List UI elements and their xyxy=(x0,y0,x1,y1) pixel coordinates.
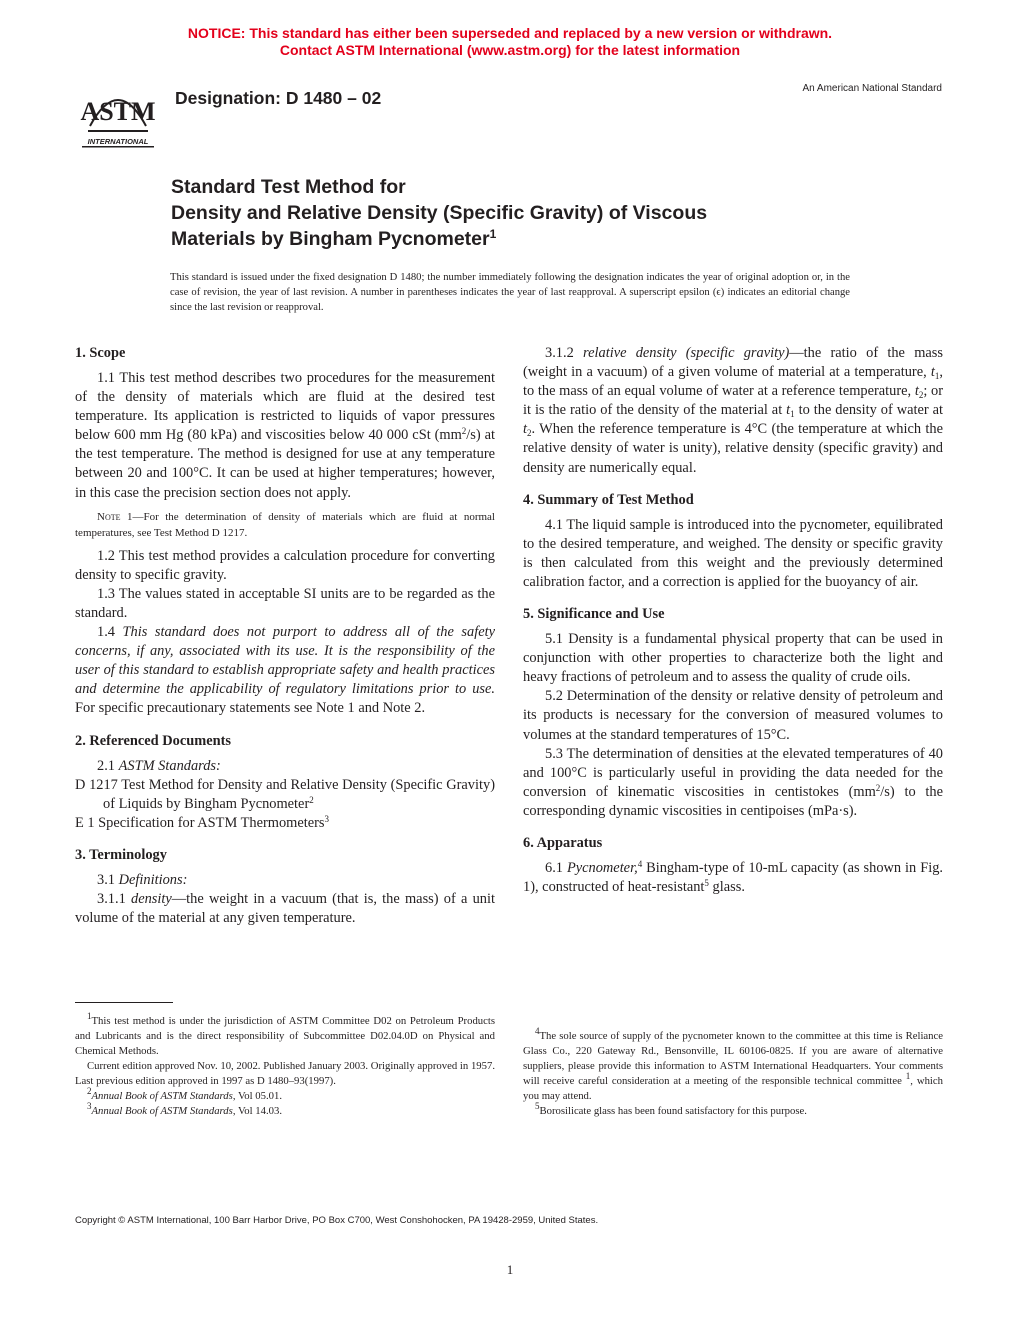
section-referenced-heading: 2. Referenced Documents xyxy=(75,732,231,749)
title-line-3-text: Materials by Bingham Pycnometer xyxy=(171,228,490,250)
para-4-1: 4.1 The liquid sample is introduced into the pycnometer, equilibrated to the desired temperature, and weighed. The density or specific gravity is then calculated from this weight and the previously determined calibration factor, and a correction is applied for the buoyancy of air. xyxy=(523,516,943,590)
para-5-1: 5.1 Density is a fundamental physical property that can be used in conjunction with other properties to characterize both the light and heavy fractions of petroleum and to assess the quality of crude oils. xyxy=(523,631,943,686)
footnote-2: $^2$Annual Book of ASTM Standards, Vol 05.01. xyxy=(87,1086,283,1102)
section-significance-heading: 5. Significance and Use xyxy=(523,606,665,623)
supersede-notice xyxy=(0,25,1020,59)
notice-line-1: NOTICE: This standard has either been superseded and replaced by a new version or withdrawn. xyxy=(187,25,833,41)
issued-statement: This standard is issued under the fixed designation D 1480; the number immediately following the designation indicates the year of original adoption or, in the case of revision, the year of last revision. A number in parentheses indicates the year of last reapproval. A superscript epsilon (ϵ) indicates an editorial change since the last revision or reapproval. xyxy=(170,272,850,313)
copyright: Copyright © ASTM International, 100 Barr Harbor Drive, PO Box C700, West Conshohocken, PA 19428-2959, United States. xyxy=(75,1215,599,1226)
title-line-1: Standard Test Method for xyxy=(171,176,406,198)
page-number: 1 xyxy=(506,1262,514,1277)
section-scope-heading: 1. Scope xyxy=(75,345,126,361)
left-column xyxy=(75,344,495,928)
para-3-1-1: 3.1.1 density—the weight in a vacuum (that is, the mass) of a unit volume of the material at any given temperature. xyxy=(75,890,495,927)
section-terminology-heading: 3. Terminology xyxy=(75,846,167,863)
para-6-1: 6.1 Pycnometer,$^4$ Bingham-type of 10-mL capacity (as shown in Fig. 1), constructed of heat-resistant$^5$ glass. xyxy=(523,858,943,896)
footnote-3: $^3$Annual Book of ASTM Standards, Vol 14.03. xyxy=(87,1101,283,1117)
note-1: Note 1—For the determination of density of materials which are fluid at normal temperatures, see Test Method D 1217. xyxy=(75,510,495,539)
american-national-standard: An American National Standard xyxy=(802,83,942,94)
astm-logo-icon xyxy=(76,78,160,150)
title-footnote-mark: 1 xyxy=(489,227,497,241)
para-2-1: 2.1 ASTM Standards: xyxy=(97,757,221,774)
designation: Designation: D 1480 – 02 xyxy=(175,88,382,108)
document-title xyxy=(171,174,871,252)
right-column xyxy=(523,344,943,897)
reference-e1: E 1 Specification for ASTM Thermometers$^3$ xyxy=(75,813,330,831)
para-1-3: 1.3 The values stated in acceptable SI units are to be regarded as the standard. xyxy=(75,585,495,621)
section-apparatus-heading: 6. Apparatus xyxy=(523,834,603,851)
title-line-2: Density and Relative Density (Specific Gravity) of Viscous xyxy=(171,202,708,224)
title-line-3 xyxy=(171,226,871,252)
footnote-4: $^4$The sole source of supply of the pycnometer known to the committee at this time is Reliance Glass Co., 220 Gateway Rd., Bensonville, IL 60106-0825. If you are aware of alternative suppliers, please provide this information to ASTM International Headquarters. Your comments will receive careful consideration at a meeting of the responsible technical committee $^1$, which you may attend. xyxy=(523,1026,943,1102)
logo-caption: INTERNATIONAL xyxy=(87,137,149,146)
para-3-1-2: 3.1.2 relative density (specific gravity)—the ratio of the mass (weight in a vacuum) of a given volume of material at a temperature, $t_1$, to the mass of an equal volume of water at a reference temperature, $t_2$; or it is the ratio of the density of the material at $t_1$ to the density of water at $t_2$. When the reference temperature is 4°C (the temperature at which the relative density of water is unity), relative density (specific gravity) and density are numerically equal. xyxy=(523,345,943,476)
reference-d1217: D 1217 Test Method for Density and Relative Density (Specific Gravity) of Liquids by Bingham Pycnometer$^2$ xyxy=(75,776,495,812)
para-1-1: 1.1 This test method describes two procedures for the measurement of the density of materials which are fluid at the desired test temperature. Its application is restricted to liquids of vapor pressures below 600 mm Hg (80 kPa) and viscosities below 40 000 cSt $(mm^2/s)$ at the test temperature. The method is designed for use at any temperature between 20 and 100°C. It can be used at higher temperatures; however, in this case the precision section does not apply. xyxy=(75,370,495,501)
para-1-4: 1.4 This standard does not purport to address all of the safety concerns, if any, associated with its use. It is the responsibility of the user of this standard to establish appropriate safety and health practices and determine the applicability of regulatory limitations prior to use. For specific precautionary statements see Note 1 and Note 2. xyxy=(75,624,495,717)
footnote-1-edition: Current edition approved Nov. 10, 2002. Published January 2003. Originally approved in 1957. Last previous edition approved in 1997 as D 1480–93(1997). xyxy=(75,1060,495,1087)
logo-letters: ASTM xyxy=(80,97,156,126)
footnotes-right xyxy=(523,1026,943,1119)
footnote-rule-left xyxy=(75,1002,173,1003)
para-5-3: 5.3 The determination of densities at the elevated temperatures of 40 and 100°C is particularly useful in providing the data needed for the conversion of kinematic viscosities in centistokes $(mm^2/s)$ to the corresponding dynamic viscosities in centipoises (mPa·s). xyxy=(523,745,943,819)
notice-line-2: Contact ASTM International (www.astm.org) for the latest information xyxy=(279,42,741,58)
para-1-2: 1.2 This test method provides a calculation procedure for converting density to specific gravity. xyxy=(75,547,495,583)
footnotes-left xyxy=(75,1011,495,1119)
para-3-1: 3.1 Definitions: xyxy=(97,871,188,888)
footnote-5: $^5$Borosilicate glass has been found satisfactory for this purpose. xyxy=(535,1101,807,1117)
footnote-1: $^1$This test method is under the jurisdiction of ASTM Committee D02 on Petroleum Products and Lubricants and is the direct responsibility of Subcommittee D02.04.0D on Physical and Chemical Methods. xyxy=(75,1011,495,1057)
para-5-2: 5.2 Determination of the density or relative density of petroleum and its products is necessary for the conversion of measured volumes to volumes at the standard temperatures of 15°C. xyxy=(523,688,943,743)
section-summary-heading: 4. Summary of Test Method xyxy=(523,491,694,508)
